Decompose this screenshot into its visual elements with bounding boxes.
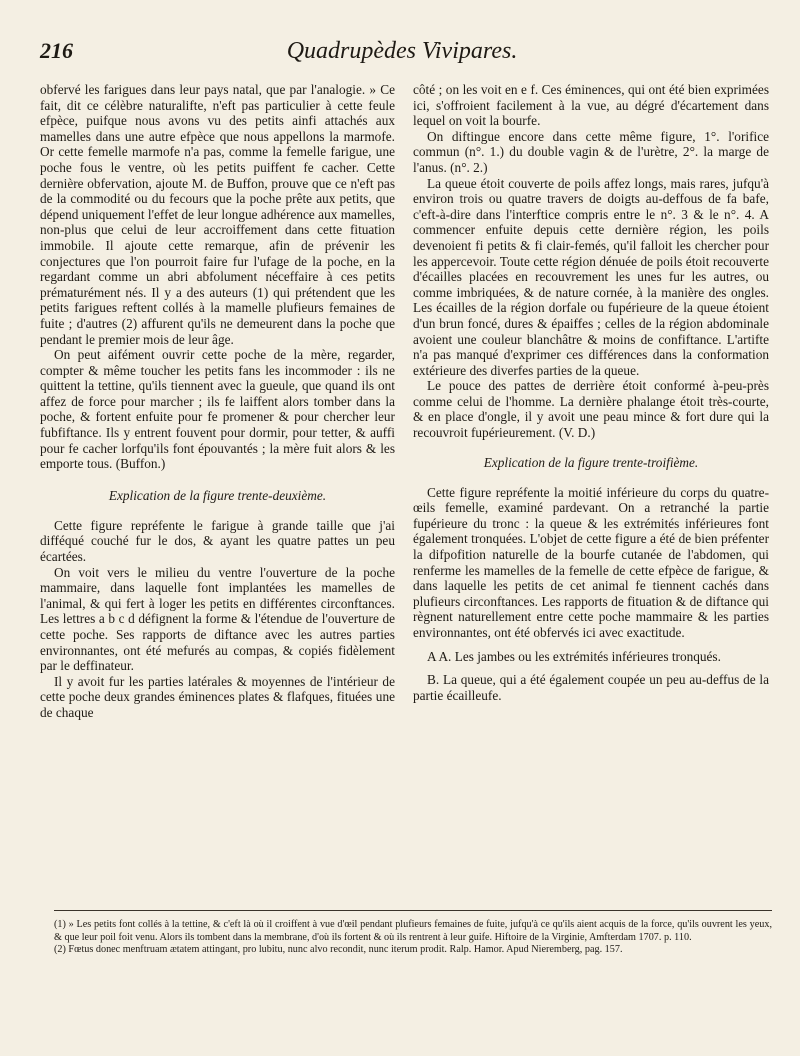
page-number: 216 (40, 38, 73, 63)
paragraph: A A. Les jambes ou les extrémités inférieures tronqués. (427, 648, 721, 664)
paragraph: On peut aifément ouvrir cette poche de la mère, regarder, compter & même toucher les petits fans les incommoder : ils ne quittent la tettine, qu'ils tiennent avec la gueule, que quand ils ont affez de force pour marcher ; ils fe laiffent alors tomber dans la poche, & fortent enfuite pour fe promener & pour chercher leur fubfiftance. Ils y entrent fouvent pour dormir, pour tetter, & auffi pour fe cacher lorfqu'ils font épouvantés ; la mère fuit alors & les emporte tous. (Buffon.) (40, 347, 395, 472)
paragraph: La queue étoit couverte de poils affez longs, mais rares, jufqu'à environ trois ou quatre travers de doigts au-deffous de fa bafe, c'eft-à-dire dans l'interftice compris entre le n°. 3 & le n°. 4. A commencer enfuite depuis cette dernière région, les poils devenoient fi petits & fi clair-femés, qu'il falloit les chercher pour les appercevoir. Toute cette région dénuée de poils étoit recouverte d'écailles placées en recouvrement les unes fur les autres, ou comme imbriquées, & de nature cornée, à la manière des ongles. Les écailles de la région dorfale ou fupérieure de la queue étoient d'un brun foncé, dures & épaiffes ; celles de la région abdominale avoient une couleur blanchâtre & moins de confiftance. L'artifte n'a pas manqué d'exprimer ces différences dans la conformation extérieure des diverfes parties de la queue. (413, 175, 769, 378)
running-title: Quadrupèdes Vivipares. (286, 38, 518, 64)
section-heading: Explication de la figure trente-troifième. (483, 454, 699, 470)
paragraph: Cette figure repréfente la moitié inférieure du corps du quatre-œils femelle, examiné pardevant. On a retranché la partie fupérieure du tronc : la queue & les extrémités inférieures font également tronquées. L'objet de cette figure a été de bien préfenter la difpofition naturelle de la bourfe cutanée de l'abdomen, qui renferme les mamelles de la femelle de cette efpèce de farigue, & dans laquelle les petits de cet animal fe tiennent cachés dans plufieurs circonftances. Les rapports de fituation & de diftance qui règnent naturellement entre cette poche mammaire & les parties environnantes, ont été obfervés ici avec exactitude. (413, 484, 769, 640)
paragraph: côté ; on les voit en e f. Ces éminences, qui ont été bien exprimées ici, s'offroient facilement à la vue, au dégré d'écartement dans lequel on voit la bourfe. (413, 82, 769, 129)
paragraph: Il y avoit fur les parties latérales & moyennes de l'intérieur de cette poche deux grandes éminences plates & flafques, fituées une de chaque (40, 673, 395, 720)
page-header (40, 38, 764, 68)
paragraph: B. La queue, qui a été également coupée un peu au-deffus de la partie écailleufe. (413, 672, 769, 703)
right-column (413, 82, 769, 703)
paragraph: Cette figure repréfente le farigue à grande taille que j'ai difféqué couché fur le dos, & ayant les quatre pattes un peu écartées. (40, 517, 395, 565)
paragraph: On diftingue encore dans cette même figure, 1°. l'orifice commun (n°. 1.) du double vagin & de l'urètre, 2°. la marge de l'anus. (n°. 2.) (413, 128, 769, 175)
left-column (40, 82, 395, 721)
footnote: (1) » Les petits font collés à la tettine, & c'eft là où il croiffent à vue d'œil pendant plufieurs femaines de fuite, jufqu'à ce qu'ils aient acquis de la force, qu'ils ouvrent les yeux, & que leur poil foit venu. Alors ils tombent dans la membrane, d'où ils fortent & où ils rentrent à leur guife. Hiftoire de la Virginie, Amfterdam 1707. p. 110. (54, 919, 772, 943)
paragraph: Le pouce des pattes de derrière étoit conformé à-peu-près comme celui de l'homme. La dernière phalange étoit très-courte, & en place d'ongle, il y avoit une peau mince & fort dure qui la recouvroit fupérieurement. (V. D.) (413, 378, 769, 441)
footnotes (54, 910, 772, 957)
section-heading: Explication de la figure trente-deuxième. (108, 487, 327, 503)
paragraph: On voit vers le milieu du ventre l'ouverture de la poche mammaire, dans laquelle font implantées les mamelles de l'animal, & qui fert à loger les petits en différentes circonftances. Les lettres a b c d défignent la forme & l'étendue de l'ouverture de cette poche. Ses rapports de diftance avec les autres parties environnantes, ont été mefurés au compas, & copiés fidèlement par le deffinateur. (40, 564, 395, 674)
paragraph: obfervé les farigues dans leur pays natal, que par l'analogie. » Ce fait, dit ce célèbre naturalifte, n'eft pas particulier à cette feule efpèce, puifque nous avons vu des petits ainfi attachés aux mamelles dans une autre efpèce que nous appellons la marmofe. Or cette femelle marmofe n'a pas, comme la femelle farigue, une poche fous le ventre, où les petits puiffent fe cacher. Cette dernière obfervation, ajoute M. de Buffon, prouve que ce n'eft pas de la commodité ou du fecours que la poche prête aux petits, que dépend uniquement l'effet de leur longue adhérence aux mamelles, non-plus que celui de leur accroiffement dans cette fituation immobile. Il ajoute cette remarque, afin de prévenir les conjectures que l'on pourroit faire fur l'ufage de la poche, en la regardant comme un abri abfolument néceffaire à ces petits prématurément nés. Il y a des auteurs (1) qui prétendent que les petits farigues reftent collés à la mamelle plufieurs femaines de fuite ; d'autres (2) affurent qu'ils ne demeurent dans la poche que pendant le premier mois de leur âge. (40, 82, 395, 347)
footnote: (2) Fœtus donec menftruam ætatem attingant, pro lubitu, nunc alvo recondit, nunc iterum prodit. Ralp. Hamor. Apud Nieremberg, pag. 157. (54, 944, 623, 956)
